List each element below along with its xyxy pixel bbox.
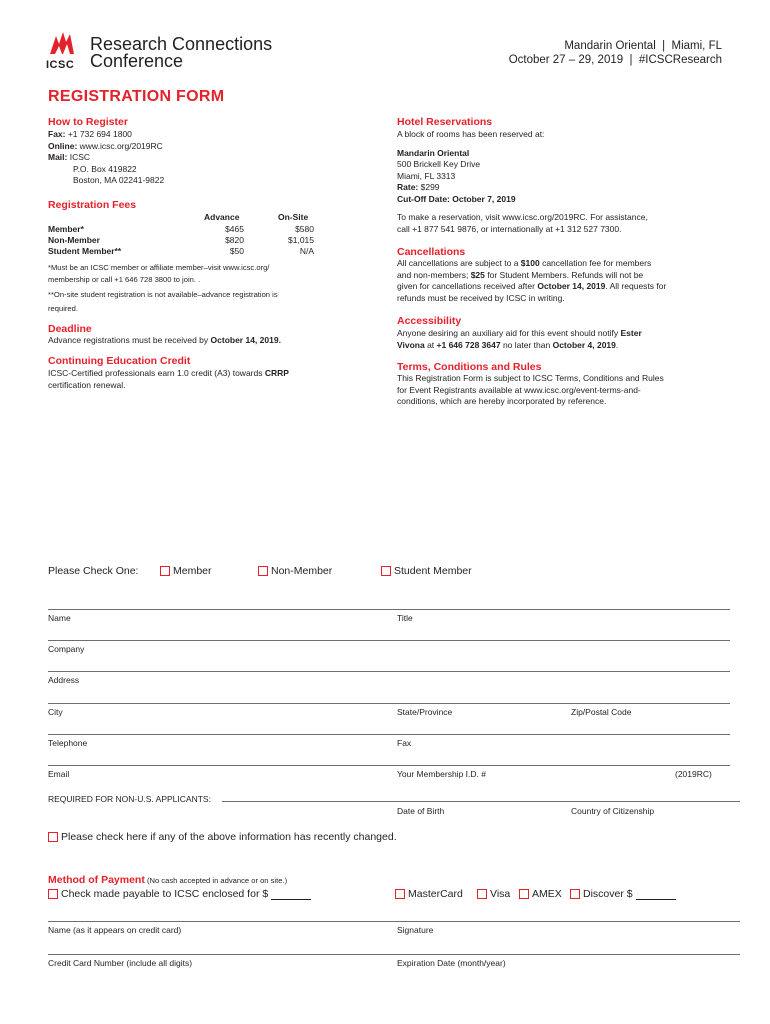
deadline-date: October 14, 2019. (210, 335, 281, 345)
fees-row (48, 246, 328, 257)
telephone-label: Telephone (48, 738, 88, 748)
address-label: Address (48, 675, 80, 685)
note1-line1: *Must be an ICSC member or affiliate member–visit www.icsc.org/ (48, 263, 270, 272)
field-line-email[interactable] (48, 765, 730, 766)
mail-line3: Boston, MA 02241-9822 (73, 175, 165, 185)
zip-label: Zip/Postal Code (571, 707, 632, 717)
conference-name-line2: Conference (90, 51, 184, 71)
student-label: Student Member (394, 565, 472, 577)
checkbox-icon (381, 566, 391, 576)
check-payment-label: Check made payable to ICSC enclosed for $ (61, 888, 269, 900)
page-title: REGISTRATION FORM (48, 88, 225, 105)
accessibility-text (397, 328, 737, 351)
mail-line2: P.O. Box 419822 (73, 163, 137, 174)
dob-label: Date of Birth (397, 806, 445, 816)
checkbox-icon (477, 889, 487, 899)
checkbox-icon (48, 832, 58, 842)
how-to-register-heading: How to Register (48, 116, 128, 128)
fee-type: Non-Member (48, 235, 100, 245)
fees-notes (48, 262, 368, 315)
access-text: at (424, 339, 437, 350)
expiration-label: Expiration Date (month/year) (397, 958, 506, 968)
cancel-text: All cancellations are subject to a (397, 258, 521, 268)
terms-line2: for Event Registrants available at www.icsc.org/event-terms-and- (397, 384, 641, 395)
access-contact: Ester (620, 328, 642, 338)
deadline-heading: Deadline (48, 323, 92, 335)
access-text: Anyone desiring an auxiliary aid for this event should notify (397, 328, 621, 338)
ce-crrp: CRRP (264, 368, 289, 378)
terms-line3: conditions, which are hereby incorporated by reference. (397, 396, 607, 406)
checkbox-icon (48, 889, 58, 899)
field-line-company[interactable] (48, 640, 730, 641)
deadline-text (48, 335, 281, 347)
cancel-text: given for cancellations received after (397, 281, 538, 291)
fee-advance: $465 (225, 224, 244, 234)
terms-line1: This Registration Form is subject to ICSC Terms, Conditions and Rules (397, 373, 664, 383)
state-label: State/Province (397, 707, 453, 717)
check-payment-checkbox[interactable] (48, 888, 311, 900)
note2-line2: required. (48, 304, 78, 313)
cancellations-text (397, 258, 737, 304)
fees-col-advance: Advance (204, 212, 240, 222)
checkbox-icon (519, 889, 529, 899)
online-value: www.icsc.org/2019RC (77, 140, 163, 151)
fee-onsite: $580 (295, 224, 314, 234)
card-amount-field[interactable] (636, 889, 676, 900)
hotel-address1: 500 Brickell Key Drive (397, 159, 481, 169)
field-line-non-us[interactable] (222, 801, 740, 802)
member-label: Member (173, 565, 212, 577)
cancel-fee: $100 (520, 258, 540, 268)
check-one-label: Please Check One: (48, 565, 139, 577)
non-us-label: REQUIRED FOR NON-U.S. APPLICANTS: (48, 794, 211, 804)
fees-row (48, 224, 328, 235)
fees-row (48, 235, 328, 246)
field-line-address[interactable] (48, 671, 730, 672)
reserve-line1: To make a reservation, visit www.icsc.org/2019RC. For assistance, (397, 212, 648, 222)
field-line-city[interactable] (48, 703, 730, 704)
fee-type: Member* (48, 224, 84, 234)
fax-field-label: Fax (397, 738, 412, 748)
fee-onsite: N/A (299, 246, 314, 256)
field-line-card-name[interactable] (48, 921, 740, 922)
amex-checkbox[interactable] (519, 888, 562, 900)
info-changed-checkbox[interactable] (48, 831, 397, 843)
accessibility-heading: Accessibility (397, 315, 462, 327)
conference-name-line1: Research Connections (90, 34, 273, 54)
info-changed-label: Please check here if any of the above information has recently changed. (61, 831, 397, 843)
icsc-flame-icon (46, 30, 78, 56)
mastercard-label: MasterCard (408, 888, 463, 900)
nonmember-checkbox[interactable] (258, 565, 332, 577)
fee-type: Student Member** (48, 246, 122, 256)
ce-credit-heading: Continuing Education Credit (48, 355, 191, 367)
mastercard-checkbox[interactable] (395, 888, 463, 900)
name-label: Name (48, 613, 71, 623)
title-label: Title (397, 613, 413, 623)
access-contact: Vivona (397, 339, 425, 350)
access-text: . (615, 339, 619, 350)
name-on-card-label: Name (as it appears on credit card) (48, 925, 182, 935)
registration-fees-heading: Registration Fees (48, 199, 137, 211)
hotel-name: Mandarin Oriental (397, 147, 470, 158)
checkbox-icon (570, 889, 580, 899)
field-line-card-number[interactable] (48, 954, 740, 955)
ce-credit-text (48, 368, 368, 391)
hotel-heading: Hotel Reservations (397, 116, 493, 128)
dates-line: October 27 – 29, 2019 | #ICSCResearch (508, 54, 722, 66)
payment-heading: Method of Payment (48, 874, 145, 886)
access-phone: +1 646 728 3647 (436, 339, 501, 350)
how-to-register-block (48, 129, 368, 187)
checkbox-icon (160, 566, 170, 576)
ce-sentence: ICSC-Certified professionals earn 1.0 credit (A3) towards (48, 368, 265, 378)
hotel-intro: A block of rooms has been reserved at: (397, 129, 545, 139)
cutoff-date: Cut-Off Date: October 7, 2019 (397, 193, 516, 204)
visa-checkbox[interactable] (477, 888, 510, 900)
field-line-telephone[interactable] (48, 734, 730, 735)
signature-label: Signature (397, 925, 434, 935)
fees-header-row (48, 212, 328, 223)
access-text: no later than (500, 339, 553, 350)
citizenship-label: Country of Citizenship (571, 806, 655, 816)
field-line-name[interactable] (48, 609, 730, 610)
cancel-date: October 14, 2019 (537, 281, 606, 291)
cancel-student-fee: $25 (470, 269, 485, 280)
icsc-logo (46, 30, 78, 71)
deadline-sentence: Advance registrations must be received by (48, 335, 211, 345)
fax-label: Fax: (48, 129, 66, 139)
fee-advance: $50 (229, 246, 244, 256)
ce-line2: certification renewal. (48, 379, 126, 390)
cancel-text: for Student Members. Refunds will not be (484, 269, 644, 280)
student-checkbox[interactable] (381, 565, 472, 577)
visa-label: Visa (490, 888, 511, 900)
discover-checkbox[interactable] (570, 888, 676, 900)
terms-heading: Terms, Conditions and Rules (397, 361, 542, 373)
fax-value: +1 732 694 1800 (65, 129, 132, 139)
checkbox-icon (258, 566, 268, 576)
terms-text (397, 373, 737, 408)
venue-line: Mandarin Oriental | Miami, FL (564, 40, 722, 52)
hotel-block (397, 129, 727, 235)
email-label: Email (48, 769, 70, 779)
fee-advance: $820 (225, 235, 244, 245)
payment-heading-row (48, 870, 287, 888)
check-amount-field[interactable] (271, 889, 311, 900)
nonmember-label: Non-Member (271, 565, 333, 577)
online-label: Online: (48, 140, 78, 151)
reserve-line2: call +1 877 541 9876, or internationally at +1 312 527 7300. (397, 223, 622, 234)
rate-value: $299 (418, 182, 440, 192)
rate-label: Rate: (397, 182, 419, 192)
cancellations-heading: Cancellations (397, 246, 466, 258)
hotel-address2: Miami, FL 3313 (397, 170, 456, 181)
discover-label: Discover $ (583, 888, 633, 900)
city-label: City (48, 707, 63, 717)
checkbox-icon (395, 889, 405, 899)
icsc-wordmark: ICSC (46, 59, 75, 71)
rc-code: (2019RC) (675, 769, 712, 779)
payment-note: (No cash accepted in advance or on site.) (144, 876, 288, 885)
note1-line2: membership or call +1 646 728 3800 to join. . (48, 275, 201, 284)
fees-col-onsite: On-Site (278, 212, 309, 222)
fee-onsite: $1,015 (288, 235, 314, 245)
cancel-text: refunds must be received by ICSC in writing. (397, 292, 565, 303)
cancel-text: . All requests for (605, 281, 667, 291)
membership-id-label: Your Membership I.D. # (397, 769, 486, 779)
note2-line1: **On-site student registration is not available–advance registration is (48, 290, 278, 299)
amex-label: AMEX (532, 888, 562, 900)
mail-label: Mail: (48, 152, 68, 162)
company-label: Company (48, 644, 85, 654)
cancel-text: cancellation fee for members (539, 258, 652, 268)
member-checkbox[interactable] (160, 565, 212, 577)
card-number-label: Credit Card Number (include all digits) (48, 958, 193, 968)
cancel-text: and non-members; (397, 269, 471, 280)
mail-value: ICSC (67, 152, 91, 162)
access-date: October 4, 2019 (552, 339, 616, 350)
